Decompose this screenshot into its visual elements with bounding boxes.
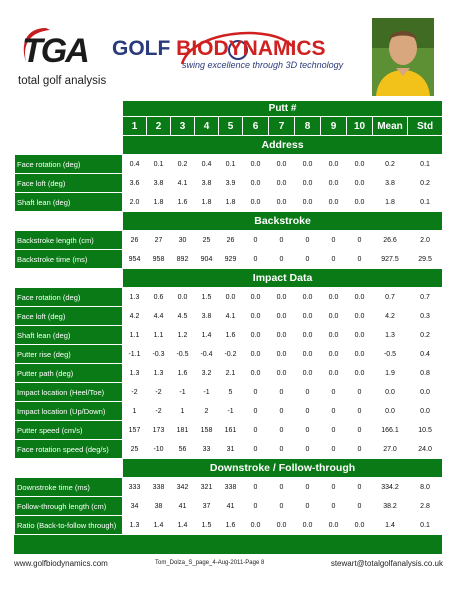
table-cell: 0.0 xyxy=(321,193,347,212)
table-cell: 0.0 xyxy=(295,307,321,326)
table-cell: 0 xyxy=(243,478,269,497)
golf-biodynamics-wordmark xyxy=(112,37,326,61)
table-cell: 1.6 xyxy=(219,326,243,345)
table-cell: 158 xyxy=(195,421,219,440)
table-row xyxy=(15,231,443,250)
table-cell: 0 xyxy=(321,497,347,516)
table-row xyxy=(15,193,443,212)
table-row xyxy=(15,421,443,440)
table-cell: 0.0 xyxy=(321,155,347,174)
table-cell: 1.1 xyxy=(123,326,147,345)
table-row xyxy=(15,345,443,364)
table-cell: 0 xyxy=(347,497,373,516)
table-cell: 321 xyxy=(195,478,219,497)
table-cell: -0.3 xyxy=(147,345,171,364)
gb-golf-text: GOLF xyxy=(112,37,171,60)
table-cell: 0.0 xyxy=(243,326,269,345)
table-cell: 56 xyxy=(171,440,195,459)
table-cell: 954 xyxy=(123,250,147,269)
player-photo xyxy=(372,18,434,96)
table-cell: 0.2 xyxy=(373,155,408,174)
table-cell: 342 xyxy=(171,478,195,497)
table-cell: 4.1 xyxy=(219,307,243,326)
table-cell: -2 xyxy=(147,383,171,402)
table-cell: 0.0 xyxy=(373,383,408,402)
footer-email: stewart@totalgolfanalysis.co.uk xyxy=(330,559,443,568)
table-row xyxy=(15,364,443,383)
table-row xyxy=(15,174,443,193)
table-cell: 0.0 xyxy=(321,345,347,364)
table-row xyxy=(15,440,443,459)
table-cell: 0.2 xyxy=(171,155,195,174)
table-cell: 4.1 xyxy=(171,174,195,193)
table-cell: 161 xyxy=(219,421,243,440)
table-cell: 0.0 xyxy=(347,288,373,307)
table-cell: 0.0 xyxy=(269,288,295,307)
table-cell: 0.0 xyxy=(347,516,373,535)
table-cell: 26.6 xyxy=(373,231,408,250)
footer-website: www.golfbiodynamics.com xyxy=(14,559,108,568)
row-label: Putter speed (cm/s) xyxy=(15,421,123,440)
table-cell: 38 xyxy=(147,497,171,516)
table-cell: 0 xyxy=(347,440,373,459)
column-header: 2 xyxy=(147,117,171,136)
section-blank-cell xyxy=(15,269,123,288)
table-cell: 892 xyxy=(171,250,195,269)
column-header: 4 xyxy=(195,117,219,136)
table-cell: 4.4 xyxy=(147,307,171,326)
table-cell: -1 xyxy=(195,383,219,402)
table-cell: 0.0 xyxy=(171,288,195,307)
player-portrait-icon xyxy=(372,18,434,96)
table-cell: 0.1 xyxy=(408,193,443,212)
table-cell: 34 xyxy=(123,497,147,516)
table-cell: 10.5 xyxy=(408,421,443,440)
table-cell: 3.9 xyxy=(219,174,243,193)
table-cell: 0.0 xyxy=(243,307,269,326)
section-header-row xyxy=(15,136,443,155)
table-cell: 38.2 xyxy=(373,497,408,516)
table-cell: 0 xyxy=(321,421,347,440)
table-cell: 338 xyxy=(147,478,171,497)
table-cell: 2.8 xyxy=(408,497,443,516)
table-cell: 0.0 xyxy=(269,326,295,345)
table-cell: 1.8 xyxy=(195,193,219,212)
table-cell: 31 xyxy=(219,440,243,459)
table-cell: -0.2 xyxy=(219,345,243,364)
table-cell: 0.1 xyxy=(408,155,443,174)
footer-page-info: Tom_Dolza_S_page_4-Aug-2011-Page 8 xyxy=(155,560,265,566)
row-label: Ratio (Back-to-follow through) xyxy=(15,516,123,535)
page-header xyxy=(0,0,455,98)
table-cell: 27.0 xyxy=(373,440,408,459)
table-cell: 0 xyxy=(347,250,373,269)
table-cell: 0.0 xyxy=(243,364,269,383)
row-label: Face loft (deg) xyxy=(15,174,123,193)
table-cell: 0.0 xyxy=(347,174,373,193)
table-cell: 25 xyxy=(195,231,219,250)
section-blank-cell xyxy=(15,212,123,231)
table-cell: 1.2 xyxy=(171,326,195,345)
table-cell: 0.0 xyxy=(295,516,321,535)
table-cell: 0 xyxy=(269,402,295,421)
table-cell: 0.0 xyxy=(347,364,373,383)
table-cell: 0 xyxy=(295,383,321,402)
table-cell: 0.0 xyxy=(295,193,321,212)
table-cell: -2 xyxy=(123,383,147,402)
table-cell: 0 xyxy=(269,421,295,440)
section-header-row xyxy=(15,459,443,478)
table-cell: 25 xyxy=(123,440,147,459)
golf-biodynamics-tagline: swing excellence through 3D technology xyxy=(182,60,344,70)
table-cell: 41 xyxy=(219,497,243,516)
table-cell: 0.2 xyxy=(408,174,443,193)
table-cell: -1.1 xyxy=(123,345,147,364)
section-title: Impact Data xyxy=(123,269,443,288)
table-cell: 1.6 xyxy=(171,193,195,212)
table-row xyxy=(15,516,443,535)
table-cell: 0.0 xyxy=(269,193,295,212)
table-cell: 1.8 xyxy=(147,193,171,212)
table-cell: 181 xyxy=(171,421,195,440)
table-cell: 1.3 xyxy=(147,364,171,383)
table-cell: 0 xyxy=(243,421,269,440)
table-cell: 29.5 xyxy=(408,250,443,269)
table-row xyxy=(15,326,443,345)
table-cell: 0.0 xyxy=(321,174,347,193)
table-cell: 0 xyxy=(243,497,269,516)
table-cell: -0.4 xyxy=(195,345,219,364)
table-cell: 0.0 xyxy=(295,326,321,345)
column-header: 1 xyxy=(123,117,147,136)
row-label: Putter rise (deg) xyxy=(15,345,123,364)
table-cell: 41 xyxy=(171,497,195,516)
table-row xyxy=(15,155,443,174)
table-cell: -1 xyxy=(219,402,243,421)
table-cell: 1.4 xyxy=(373,516,408,535)
table-cell: 0 xyxy=(347,231,373,250)
table-cell: 0 xyxy=(321,383,347,402)
row-label: Face rotation speed (deg/s) xyxy=(15,440,123,459)
table-cell: 927.5 xyxy=(373,250,408,269)
column-header: 7 xyxy=(269,117,295,136)
table-cell: 0.0 xyxy=(321,364,347,383)
row-label: Follow-through length (cm) xyxy=(15,497,123,516)
row-label: Backstroke length (cm) xyxy=(15,231,123,250)
table-cell: 4.5 xyxy=(171,307,195,326)
table-cell: 0.7 xyxy=(373,288,408,307)
table-cell: 26 xyxy=(219,231,243,250)
table-cell: 0.0 xyxy=(408,383,443,402)
table-cell: 0.0 xyxy=(243,288,269,307)
table-cell: 0.0 xyxy=(269,516,295,535)
table-cell: 0.4 xyxy=(123,155,147,174)
table-cell: 0 xyxy=(269,250,295,269)
section-title: Backstroke xyxy=(123,212,443,231)
table-cell: 0 xyxy=(321,440,347,459)
table-cell: 0 xyxy=(321,250,347,269)
column-header: 3 xyxy=(171,117,195,136)
table-row xyxy=(15,307,443,326)
table-cell: 333 xyxy=(123,478,147,497)
table-cell: 0 xyxy=(269,440,295,459)
table-cell: 1.3 xyxy=(123,364,147,383)
table-cell: 0 xyxy=(243,402,269,421)
table-cell: 1 xyxy=(171,402,195,421)
table-cell: 0.0 xyxy=(347,193,373,212)
table-cell: 30 xyxy=(171,231,195,250)
table-cell: 0.0 xyxy=(269,174,295,193)
table-cell: 929 xyxy=(219,250,243,269)
table-cell: 0.0 xyxy=(321,288,347,307)
table-cell: 0 xyxy=(295,231,321,250)
table-cell: 1.3 xyxy=(123,516,147,535)
row-label: Face rotation (deg) xyxy=(15,155,123,174)
table-cell: 3.6 xyxy=(123,174,147,193)
section-title: Address xyxy=(123,136,443,155)
table-cell: 0 xyxy=(295,402,321,421)
table-cell: 1.3 xyxy=(373,326,408,345)
tga-logo-subtitle: total golf analysis xyxy=(18,75,107,87)
table-cell: 0.0 xyxy=(295,155,321,174)
table-cell: 0 xyxy=(269,231,295,250)
table-cell: 0.0 xyxy=(243,155,269,174)
table-cell: 0.0 xyxy=(269,155,295,174)
table-cell: 338 xyxy=(219,478,243,497)
table-cell: 1.6 xyxy=(171,364,195,383)
table-cell: 0.0 xyxy=(269,345,295,364)
table-cell: 1.5 xyxy=(195,288,219,307)
table-cell: 0.0 xyxy=(295,364,321,383)
table-cell: 0 xyxy=(243,383,269,402)
table-cell: 1.8 xyxy=(219,193,243,212)
table-cell: 0 xyxy=(347,421,373,440)
table-cell: 33 xyxy=(195,440,219,459)
table-cell: 3.2 xyxy=(195,364,219,383)
table-cell: 334.2 xyxy=(373,478,408,497)
table-cell: 37 xyxy=(195,497,219,516)
table-cell: 0 xyxy=(295,250,321,269)
table-cell: 0.0 xyxy=(243,516,269,535)
table-cell: -0.5 xyxy=(373,345,408,364)
table-cell: -10 xyxy=(147,440,171,459)
row-label: Downstroke time (ms) xyxy=(15,478,123,497)
table-cell: 0 xyxy=(321,231,347,250)
table-cell: 0.0 xyxy=(269,364,295,383)
table-cell: 157 xyxy=(123,421,147,440)
table-row xyxy=(15,288,443,307)
table-cell: 0.1 xyxy=(147,155,171,174)
table-cell: 0.0 xyxy=(321,307,347,326)
table-cell: 1.4 xyxy=(147,516,171,535)
table-cell: 0.3 xyxy=(408,307,443,326)
table-cell: 0 xyxy=(347,383,373,402)
table-cell: 1.6 xyxy=(219,516,243,535)
table-cell: 2.0 xyxy=(408,231,443,250)
table-cell: 0 xyxy=(269,478,295,497)
section-title: Downstroke / Follow-through xyxy=(123,459,443,478)
table-cell: 0.2 xyxy=(408,326,443,345)
column-header: 8 xyxy=(295,117,321,136)
table-cell: 0.0 xyxy=(321,326,347,345)
table-cell: 3.8 xyxy=(195,307,219,326)
table-cell: 2.1 xyxy=(219,364,243,383)
table-cell: 0 xyxy=(321,478,347,497)
table-cell: -1 xyxy=(171,383,195,402)
corner-blank-cell xyxy=(15,101,123,136)
table-cell: 0 xyxy=(321,402,347,421)
table-cell: 0.0 xyxy=(373,402,408,421)
table-cell: 0 xyxy=(295,440,321,459)
table-cell: 0.0 xyxy=(295,288,321,307)
tga-logo xyxy=(16,22,107,92)
table-cell: 173 xyxy=(147,421,171,440)
table-cell: 0.1 xyxy=(219,155,243,174)
table-cell: 0.0 xyxy=(347,345,373,364)
putting-data-table xyxy=(14,100,443,535)
table-cell: 27 xyxy=(147,231,171,250)
table-cell: 0.7 xyxy=(408,288,443,307)
golf-biodynamics-logo xyxy=(112,24,362,82)
table-cell: 1.5 xyxy=(195,516,219,535)
putt-number-row xyxy=(15,101,443,117)
table-cell: 0.0 xyxy=(347,155,373,174)
column-header: 6 xyxy=(243,117,269,136)
table-cell: 0.6 xyxy=(147,288,171,307)
table-cell: 166.1 xyxy=(373,421,408,440)
table-cell: 3.8 xyxy=(195,174,219,193)
table-cell: 0.4 xyxy=(195,155,219,174)
table-cell: 2 xyxy=(195,402,219,421)
table-cell: 0.8 xyxy=(408,364,443,383)
table-cell: 8.0 xyxy=(408,478,443,497)
table-cell: 1.3 xyxy=(123,288,147,307)
row-label: Shaft lean (deg) xyxy=(15,193,123,212)
table-cell: 4.2 xyxy=(373,307,408,326)
table-cell: 0.0 xyxy=(321,516,347,535)
table-cell: 0 xyxy=(347,402,373,421)
row-label: Impact location (Up/Down) xyxy=(15,402,123,421)
table-cell: 904 xyxy=(195,250,219,269)
table-cell: 1.4 xyxy=(171,516,195,535)
table-cell: 0.0 xyxy=(269,307,295,326)
table-row xyxy=(15,478,443,497)
table-cell: 0.1 xyxy=(408,516,443,535)
row-label: Putter path (deg) xyxy=(15,364,123,383)
table-cell: 0 xyxy=(269,383,295,402)
table-cell: 24.0 xyxy=(408,440,443,459)
table-cell: 0.4 xyxy=(408,345,443,364)
column-header: Mean xyxy=(373,117,408,136)
table-cell: -0.5 xyxy=(171,345,195,364)
table-cell: 0 xyxy=(243,250,269,269)
putt-number-header: Putt # xyxy=(123,101,443,117)
table-cell: 0.0 xyxy=(347,326,373,345)
table-cell: 4.2 xyxy=(123,307,147,326)
tga-logo-letters: TGA xyxy=(22,32,88,70)
table-cell: -2 xyxy=(147,402,171,421)
table-cell: 0.0 xyxy=(408,402,443,421)
section-header-row xyxy=(15,269,443,288)
section-blank-cell xyxy=(15,136,123,155)
table-cell: 1.9 xyxy=(373,364,408,383)
table-cell: 0.0 xyxy=(295,345,321,364)
table-cell: 1.4 xyxy=(195,326,219,345)
table-cell: 0 xyxy=(243,231,269,250)
gb-bio-text: BIODYNAMICS xyxy=(176,37,326,60)
table-cell: 1 xyxy=(123,402,147,421)
row-label: Impact location (Heel/Toe) xyxy=(15,383,123,402)
table-cell: 0.0 xyxy=(219,288,243,307)
column-header: Std xyxy=(408,117,443,136)
table-cell: 0.0 xyxy=(243,345,269,364)
table-cell: 1.8 xyxy=(373,193,408,212)
row-label: Backstroke time (ms) xyxy=(15,250,123,269)
table-row xyxy=(15,497,443,516)
table-cell: 2.0 xyxy=(123,193,147,212)
table-cell: 0 xyxy=(269,497,295,516)
table-cell: 0.0 xyxy=(243,193,269,212)
table-cell: 0.0 xyxy=(243,174,269,193)
table-row xyxy=(15,402,443,421)
column-header: 9 xyxy=(321,117,347,136)
table-cell: 958 xyxy=(147,250,171,269)
table-cell: 3.8 xyxy=(147,174,171,193)
row-label: Face loft (deg) xyxy=(15,307,123,326)
table-row xyxy=(15,383,443,402)
section-blank-cell xyxy=(15,459,123,478)
column-header: 10 xyxy=(347,117,373,136)
table-cell: 0 xyxy=(295,497,321,516)
page-footer xyxy=(0,559,455,573)
table-cell: 0.0 xyxy=(347,307,373,326)
table-cell: 3.8 xyxy=(373,174,408,193)
row-label: Face rotation (deg) xyxy=(15,288,123,307)
table-cell: 26 xyxy=(123,231,147,250)
row-label: Shaft lean (deg) xyxy=(15,326,123,345)
table-cell: 0 xyxy=(243,440,269,459)
table-cell: 0 xyxy=(295,421,321,440)
table-cell: 0 xyxy=(347,478,373,497)
table-row xyxy=(15,250,443,269)
column-header: 5 xyxy=(219,117,243,136)
table-cell: 5 xyxy=(219,383,243,402)
table-cell: 0 xyxy=(295,478,321,497)
table-cell: 0.0 xyxy=(295,174,321,193)
table-cell: 1.1 xyxy=(147,326,171,345)
section-header-row xyxy=(15,212,443,231)
putting-data-table-wrapper xyxy=(14,100,442,554)
